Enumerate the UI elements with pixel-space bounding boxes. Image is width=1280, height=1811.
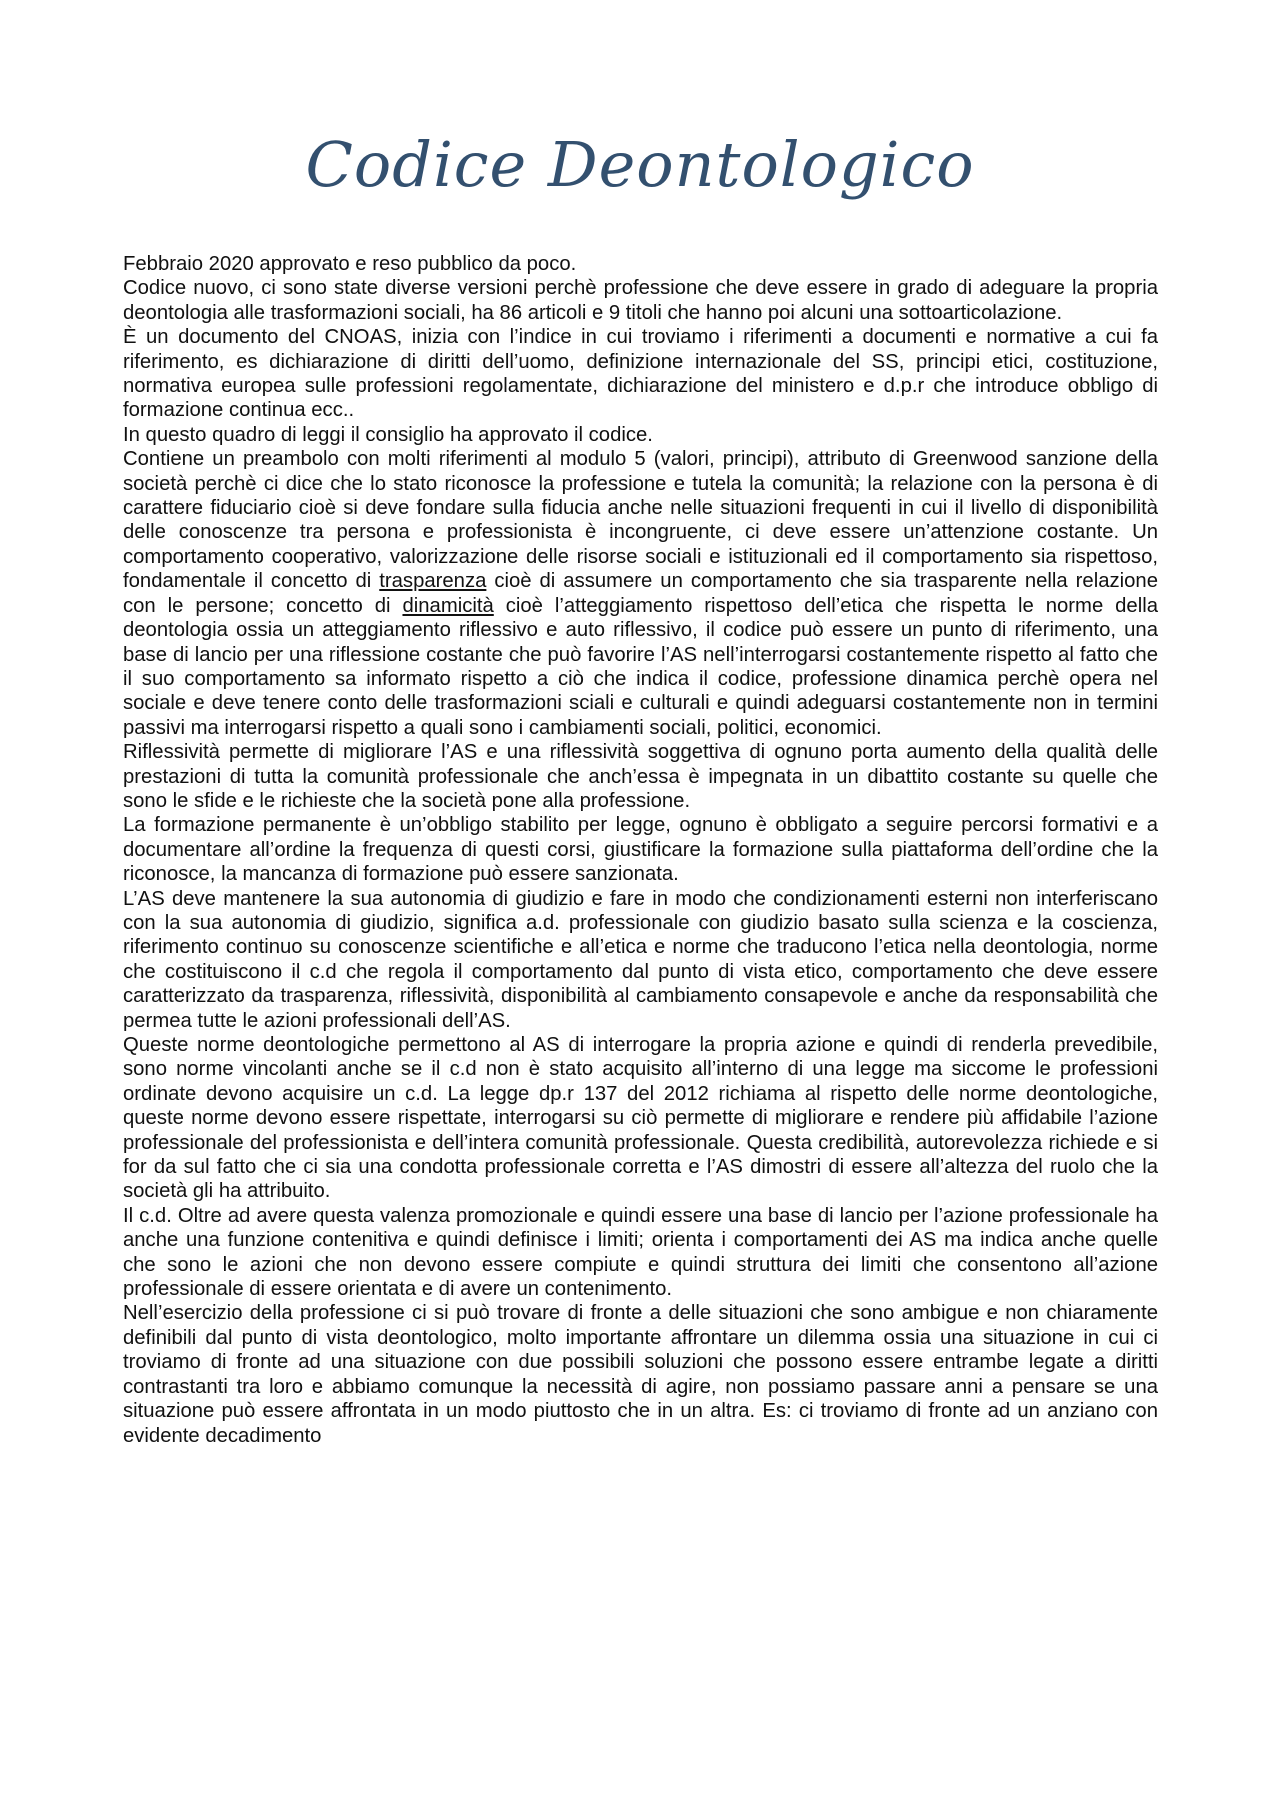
paragraph-5	[123, 447, 1158, 740]
paragraph-7: La formazione permanente è un’obbligo stabilito per legge, ognuno è obbligato a seguire percorsi formativi e a documentare all’ordine la frequenza di questi corsi, giustificare la formazione sulla piattaforma dell’ordine che la riconosce, la mancanza di formazione può essere sanzionata.	[123, 814, 1158, 886]
paragraph-3: È un documento del CNOAS, inizia con l’indice in cui troviamo i riferimenti a documenti e normative a cui fa riferimento, es dichiarazione di diritti dell’uomo, definizione internazionale del SS, principi etici, costituzione, normativa europea sulle professioni regolamentate, dichiarazione del ministero e d.p.r che introduce obbligo di formazione continua ecc..	[123, 326, 1158, 422]
paragraph-11: Nell’esercizio della professione ci si può trovare di fronte a delle situazioni che sono ambigue e non chiaramente definibili dal punto di vista deontologico, molto importante affrontare un dilemma ossia una situazione in cui ci troviamo di fronte ad una situazione con due possibili soluzioni che possono essere entrambe legate a diritti contrastanti tra loro e abbiamo comunque la necessità di agire, non possiamo passare anni a pensare se una situazione può essere affrontata in un modo piuttosto che in un altra. Es: ci troviamo di fronte ad un anziano con evidente decadimento	[123, 1302, 1158, 1447]
underlined-term-dinamicita: dinamicità	[402, 594, 494, 617]
page-title: Codice Deontologico	[305, 128, 975, 201]
paragraph-6: Riflessività permette di migliorare l’AS e una riflessività soggettiva di ognuno porta aumento della qualità delle prestazioni di tutta la comunità professionale che anch’essa è impegnata in un dibattito costante su quelle che sono le sfide e le richieste che la società pone alla professione.	[123, 741, 1158, 812]
paragraph-5-part-a: Contiene un preambolo con molti riferimenti al modulo 5 (valori, principi), attributo di Greenwood sanzione della società perchè ci dice che lo stato riconosce la professione e tutela la comunità; la relazione con la persona è di carattere fiduciario cioè si deve fondare sulla fiducia anche nelle situazioni frequenti in cui il livello di disponibilità delle conoscenze tra persona e professionista è incongruente, ci deve essere un’attenzione costante. Un comportamento cooperativo, valorizzazione delle risorse sociali e istituzionali ed il comportamento sia rispettoso, fondamentale il concetto di	[123, 448, 1158, 593]
underlined-term-trasparenza: trasparenza	[379, 570, 487, 593]
paragraph-5-part-b: cioè di assumere un comportamento che sia trasparente nella relazione con le persone; concetto di	[123, 570, 1158, 617]
paragraph-9: Queste norme deontologiche permettono al AS di interrogare la propria azione e quindi di renderla prevedibile, sono norme vincolanti anche se il c.d non è stato acquisito all’interno di una legge ma siccome le professioni ordinate devono acquisire un c.d. La legge dp.r 137 del 2012 richiama al rispetto delle norme deontologiche, queste norme devono essere rispettate, interrogarsi su ciò permette di migliorare e rendere più affidabile l’azione professionale del professionista e dell’intera comunità professionale. Questa credibilità, autorevolezza richiede e si for da sul fatto che ci sia una condotta professionale corretta e l’AS dimostri di essere all’altezza del ruolo che la società gli ha attribuito.	[123, 1034, 1158, 1203]
paragraph-1: Febbraio 2020 approvato e reso pubblico da poco.	[123, 253, 577, 275]
paragraph-4: In questo quadro di leggi il consiglio ha approvato il codice.	[123, 423, 653, 446]
paragraph-2: Codice nuovo, ci sono state diverse versioni perchè professione che deve essere in grado di adeguare la propria deontologia alle trasformazioni sociali, ha 86 articoli e 9 titoli che hanno poi alcuni una sottoarticolazione.	[123, 277, 1158, 324]
document-body	[123, 252, 1158, 1448]
paragraph-8: L’AS deve mantenere la sua autonomia di giudizio e fare in modo che condizionamenti esterni non interferiscano con la sua autonomia di giudizio, significa a.d. professionale con giudizio basato sulla scienza e la coscienza, riferimento continuo su conoscenze scientifiche e all’etica e norme che traducono l’etica nella deontologia, norme che costituiscono il c.d che regola il comportamento dal punto di vista etico, comportamento che deve essere caratterizzato da trasparenza, riflessività, disponibilità al cambiamento consapevole e anche da responsabilità che permea tutte le azioni professionali dell’AS.	[123, 887, 1158, 1032]
paragraph-10: Il c.d. Oltre ad avere questa valenza promozionale e quindi essere una base di lancio per l’azione professionale ha anche una funzione contenitiva e quindi definisce i limiti; orienta i comportamenti dei AS ma indica anche quelle che sono le azioni che non devono essere compiute e quindi struttura dei limiti che consentono all’azione professionale di essere orientata e di avere un contenimento.	[123, 1204, 1158, 1301]
paragraph-5-part-c: cioè l’atteggiamento rispettoso dell’etica che rispetta le norme della deontologia ossia un atteggiamento riflessivo e auto riflessivo, il codice può essere un punto di riferimento, una base di lancio per una riflessione costante che può favorire l’AS nell’interrogarsi costantemente rispetto al fatto che il suo comportamento sa informato rispetto a ciò che indica il codice, professione dinamica perchè opera nel sociale e deve tenere conto delle trasformazioni sciali e culturali e quindi adeguarsi costantemente non in termini passivi ma interrogarsi rispetto a quali sono i cambiamenti sociali, politici, economici.	[123, 594, 1158, 739]
